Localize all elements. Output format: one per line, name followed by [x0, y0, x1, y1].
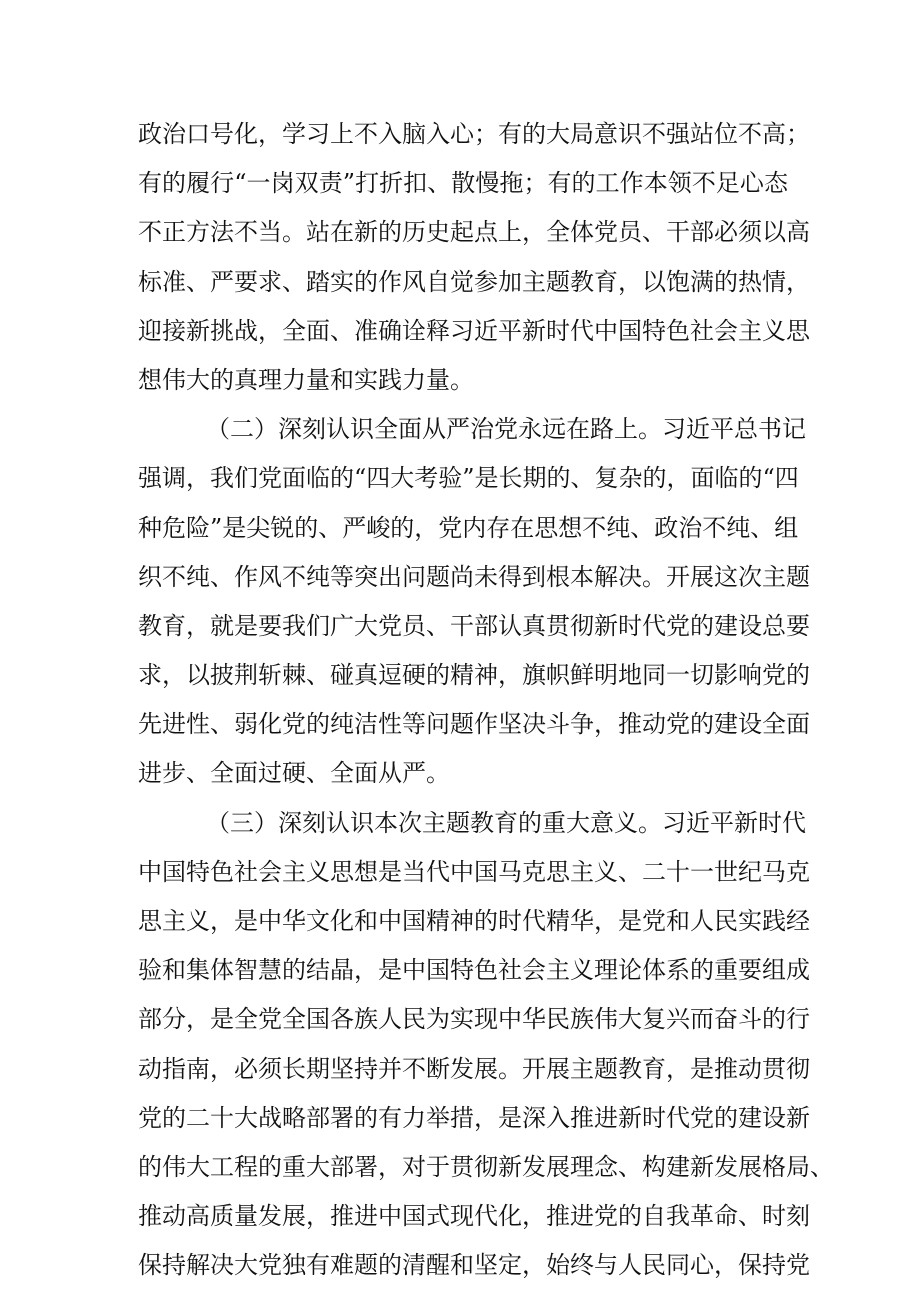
text-line: 动指南，必须长期坚持并不断发展。开展主题教育，是推动贯彻	[138, 1054, 810, 1083]
text-line: 想伟大的真理力量和实践力量。	[138, 365, 474, 394]
text-line: 的伟大工程的重大部署，对于贯彻新发展理念、构建新发展格局、	[138, 1152, 834, 1181]
text-line: 标准、严要求、踏实的作风自觉参加主题教育，以饱满的热情，	[138, 267, 810, 296]
section-heading-line: （三）深刻认识本次主题教育的重大意义。习近平新时代	[206, 808, 806, 837]
text-line: 种危险”是尖锐的、严峻的，党内存在思想不纯、政治不纯、组	[138, 513, 799, 542]
text-line: 思主义，是中华文化和中国精神的时代精华，是党和人民实践经	[138, 907, 810, 935]
text-line: 迎接新挑战，全面、准确诠释习近平新时代中国特色社会主义思	[138, 316, 810, 345]
text-line: 先进性、弱化党的纯洁性等问题作坚决斗争，推动党的建设全面	[138, 710, 810, 739]
paragraph-section-three	[138, 799, 834, 1291]
text-line: 进步、全面过硬、全面从严。	[138, 759, 450, 788]
text-line: 验和集体智慧的结晶，是中国特色社会主义理论体系的重要组成	[138, 956, 810, 985]
text-line: 中国特色社会主义思想是当代中国马克思主义、二十一世纪马克	[138, 857, 810, 886]
text-line: 党的二十大战略部署的有力举措，是深入推进新时代党的建设新	[138, 1103, 810, 1132]
text-line: 推动高质量发展，推进中国式现代化，推进党的自我革命、时刻	[138, 1202, 810, 1231]
text-line: 教育，就是要我们广大党员、干部认真贯彻新时代党的建设总要	[138, 611, 810, 640]
text-line: 织不纯、作风不纯等突出问题尚未得到根本解决。开展这次主题	[138, 562, 810, 591]
text-line: 有的履行“一岗双责”打折扣、散慢拖；有的工作本领不足心态	[138, 169, 788, 198]
text-line: 部分，是全党全国各族人民为实现中华民族伟大复兴而奋斗的行	[138, 1005, 810, 1034]
text-line: 保持解决大党独有难题的清醒和坚定，始终与人民同心，保持党	[138, 1251, 810, 1280]
section-heading-line: （二）深刻认识全面从严治党永远在路上。习近平总书记	[206, 415, 806, 444]
text-line: 不正方法不当。站在新的历史起点上，全体党员、干部必须以高	[138, 218, 810, 247]
text-line: 强调，我们党面临的“四大考验”是长期的、复杂的，面临的“四	[138, 464, 799, 493]
text-line: 政治口号化，学习上不入脑入心；有的大局意识不强站位不高；	[138, 120, 810, 148]
paragraph-section-two	[138, 405, 810, 799]
body-text	[138, 110, 834, 1291]
paragraph-continued	[138, 110, 810, 405]
text-line: 求，以披荆斩棘、碰真逗硬的精神，旗帜鲜明地同一切影响党的	[138, 661, 810, 690]
